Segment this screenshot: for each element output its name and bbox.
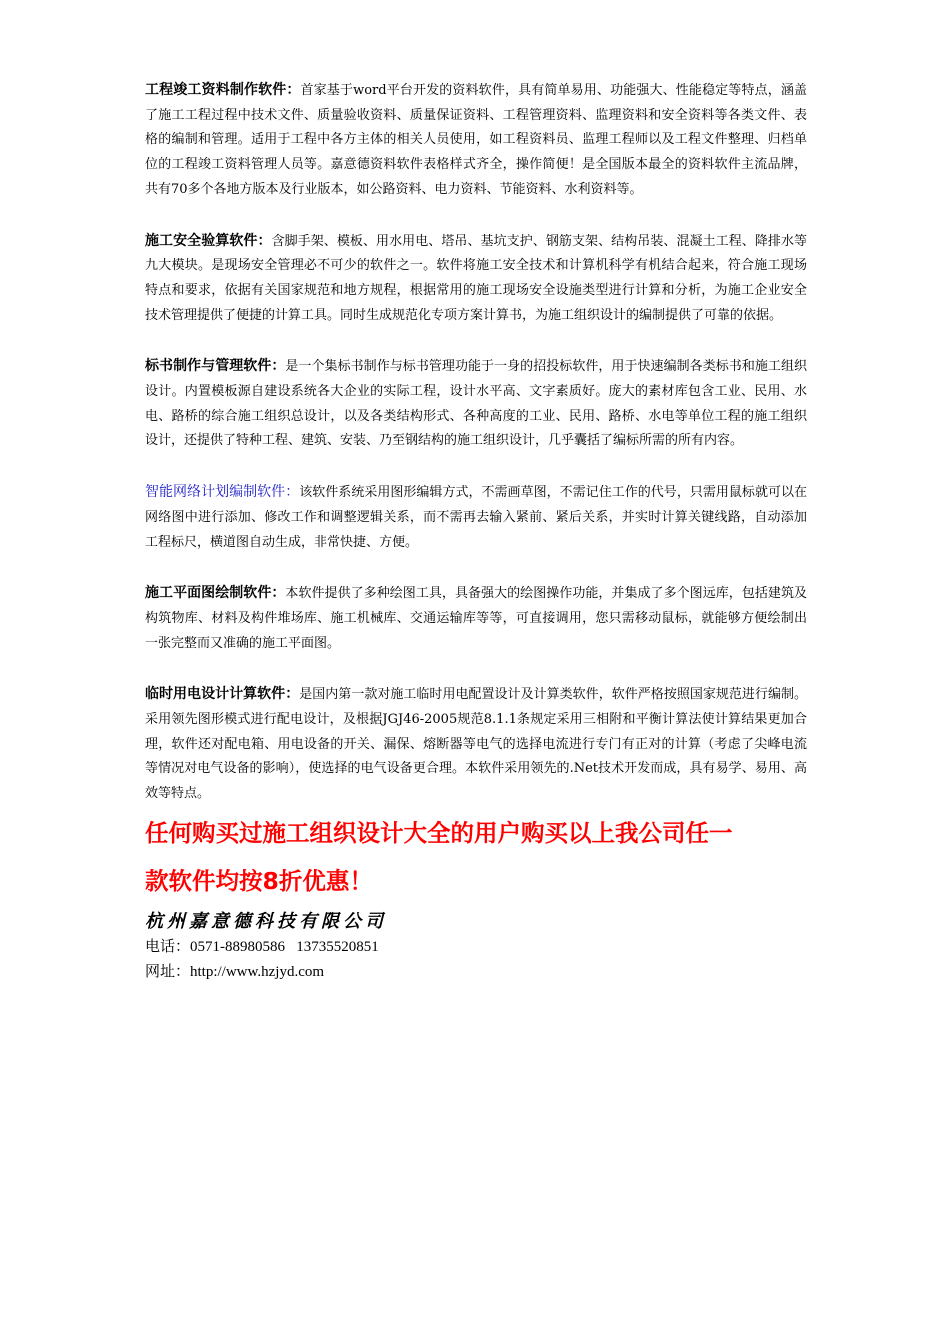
section-heading: 标书制作与管理软件 (145, 358, 272, 375)
section-network-plan (145, 480, 807, 555)
section-heading: 临时用电设计计算软件 (145, 686, 286, 703)
website-label: 网址： (145, 963, 191, 980)
contact-block (145, 935, 807, 985)
promo-line-1: 任何购买过施工组织设计大全的用户购买以上我公司任一 (145, 818, 733, 847)
section-heading: 工程竣工资料制作软件 (145, 82, 287, 98)
heading-separator: ： (257, 232, 272, 249)
heading-separator: ： (285, 686, 300, 703)
phone-number: 0571-88980586 13735520851 (190, 938, 379, 955)
website-line (145, 960, 807, 985)
section-tender-docs (145, 354, 807, 454)
heading-separator: ： (286, 82, 301, 98)
company-name: 杭州嘉意德科技有限公司 (145, 910, 387, 932)
phone-label: 电话： (145, 938, 191, 955)
heading-separator: ： (271, 585, 286, 602)
section-body: 本软件提供了多种绘图工具，具备强大的绘图操作功能，并集成了多个图远库，包括建筑及构筑物库、材料及构件堆场库、施工机械库、交通运输库等等，可直接调用，您只需移动鼠标，就能够方便绘制出一张完整而又准确的施工平面图。 (145, 586, 808, 651)
heading-separator: ： (271, 358, 286, 375)
section-body: 是国内第一款对施工临时用电配置设计及计算类软件，软件严格按照国家规范进行编制。采用领先图形模式进行配电设计，及根据JGJ46-2005规范8.1.1条规定采用三相附和平衡计算法使计算结果更加合理，软件还对配电箱、用电设备的开关、漏保、熔断器等电气的选择电流进行专门有正对的计算（考虑了尖峰电流等情况对电气设备的影响），使选择的电气设备更合理。本软件采用领先的.Net技术开发而成，具有易学、易用、高效等特点。 (145, 687, 807, 802)
section-heading: 施工平面图绘制软件 (145, 585, 272, 602)
section-temp-power (145, 682, 807, 807)
promo-notice (145, 809, 807, 905)
phone-line (145, 935, 807, 960)
website-url[interactable]: http://www.hzjyd.com (190, 963, 325, 980)
section-body: 是一个集标书制作与标书管理功能于一身的招投标软件，用于快速编制各类标书和施工组织设计。内置模板源自建设系统各大企业的实际工程，设计水平高、文字素质好。庞大的素材库包含工业、民用、水电、路桥的综合施工组织总设计，以及各类结构形式、各种高度的工业、民用、路桥、水电等单位工程的施工组织设计，还提供了特种工程、建筑、安装、乃至钢结构的施工组织设计，几乎囊括了编标所需的所有内容。 (145, 359, 808, 449)
heading-separator: ： (285, 484, 300, 501)
section-body: 该软件系统采用图形编辑方式，不需画草图，不需记住工作的代号，只需用鼠标就可以在网络图中进行添加、修改工作和调整逻辑关系，而不需再去输入紧前、紧后关系，并实时计算关键线路，自动添加工程标尺，横道图自动生成，非常快捷、方便。 (145, 485, 807, 550)
section-completion-docs (145, 78, 807, 203)
section-heading: 智能网络计划编制软件 (145, 484, 286, 501)
section-heading: 施工安全验算软件 (145, 232, 258, 249)
section-site-plan (145, 581, 807, 656)
document-page (145, 78, 807, 985)
section-safety-calc (145, 229, 807, 329)
section-body: 含脚手架、模板、用水用电、塔吊、基坑支护、钢筋支架、结构吊装、混凝土工程、降排水等九大模块。是现场安全管理必不可少的软件之一。软件将施工安全技术和计算机科学有机结合起来，符合施工现场特点和要求，依据有关国家规范和地方规程，根据常用的施工现场安全设施类型进行计算和分析，为施工企业安全技术管理提供了便捷的计算工具。同时生成规范化专项方案计算书，为施工组织设计的编制提供了可靠的依据。 (145, 233, 807, 323)
promo-line-2: 款软件均按8折优惠！ (145, 866, 373, 895)
section-body: 首家基于word平台开发的资料软件，具有简单易用、功能强大、性能稳定等特点，涵盖了施工工程过程中技术文件、质量验收资料、质量保证资料、工程管理资料、监理资料和安全资料等各类文件、表格的编制和管理。适用于工程中各方主体的相关人员使用，如工程资料员、监理工程师以及工程文件整理、归档单位的工程竣工资料管理人员等。嘉意德资料软件表格样式齐全，操作简便！是全国版本最全的资料软件主流品牌，共有70多个各地方版本及行业版本，如公路资料、电力资料、节能资料、水利资料等。 (145, 83, 808, 197)
